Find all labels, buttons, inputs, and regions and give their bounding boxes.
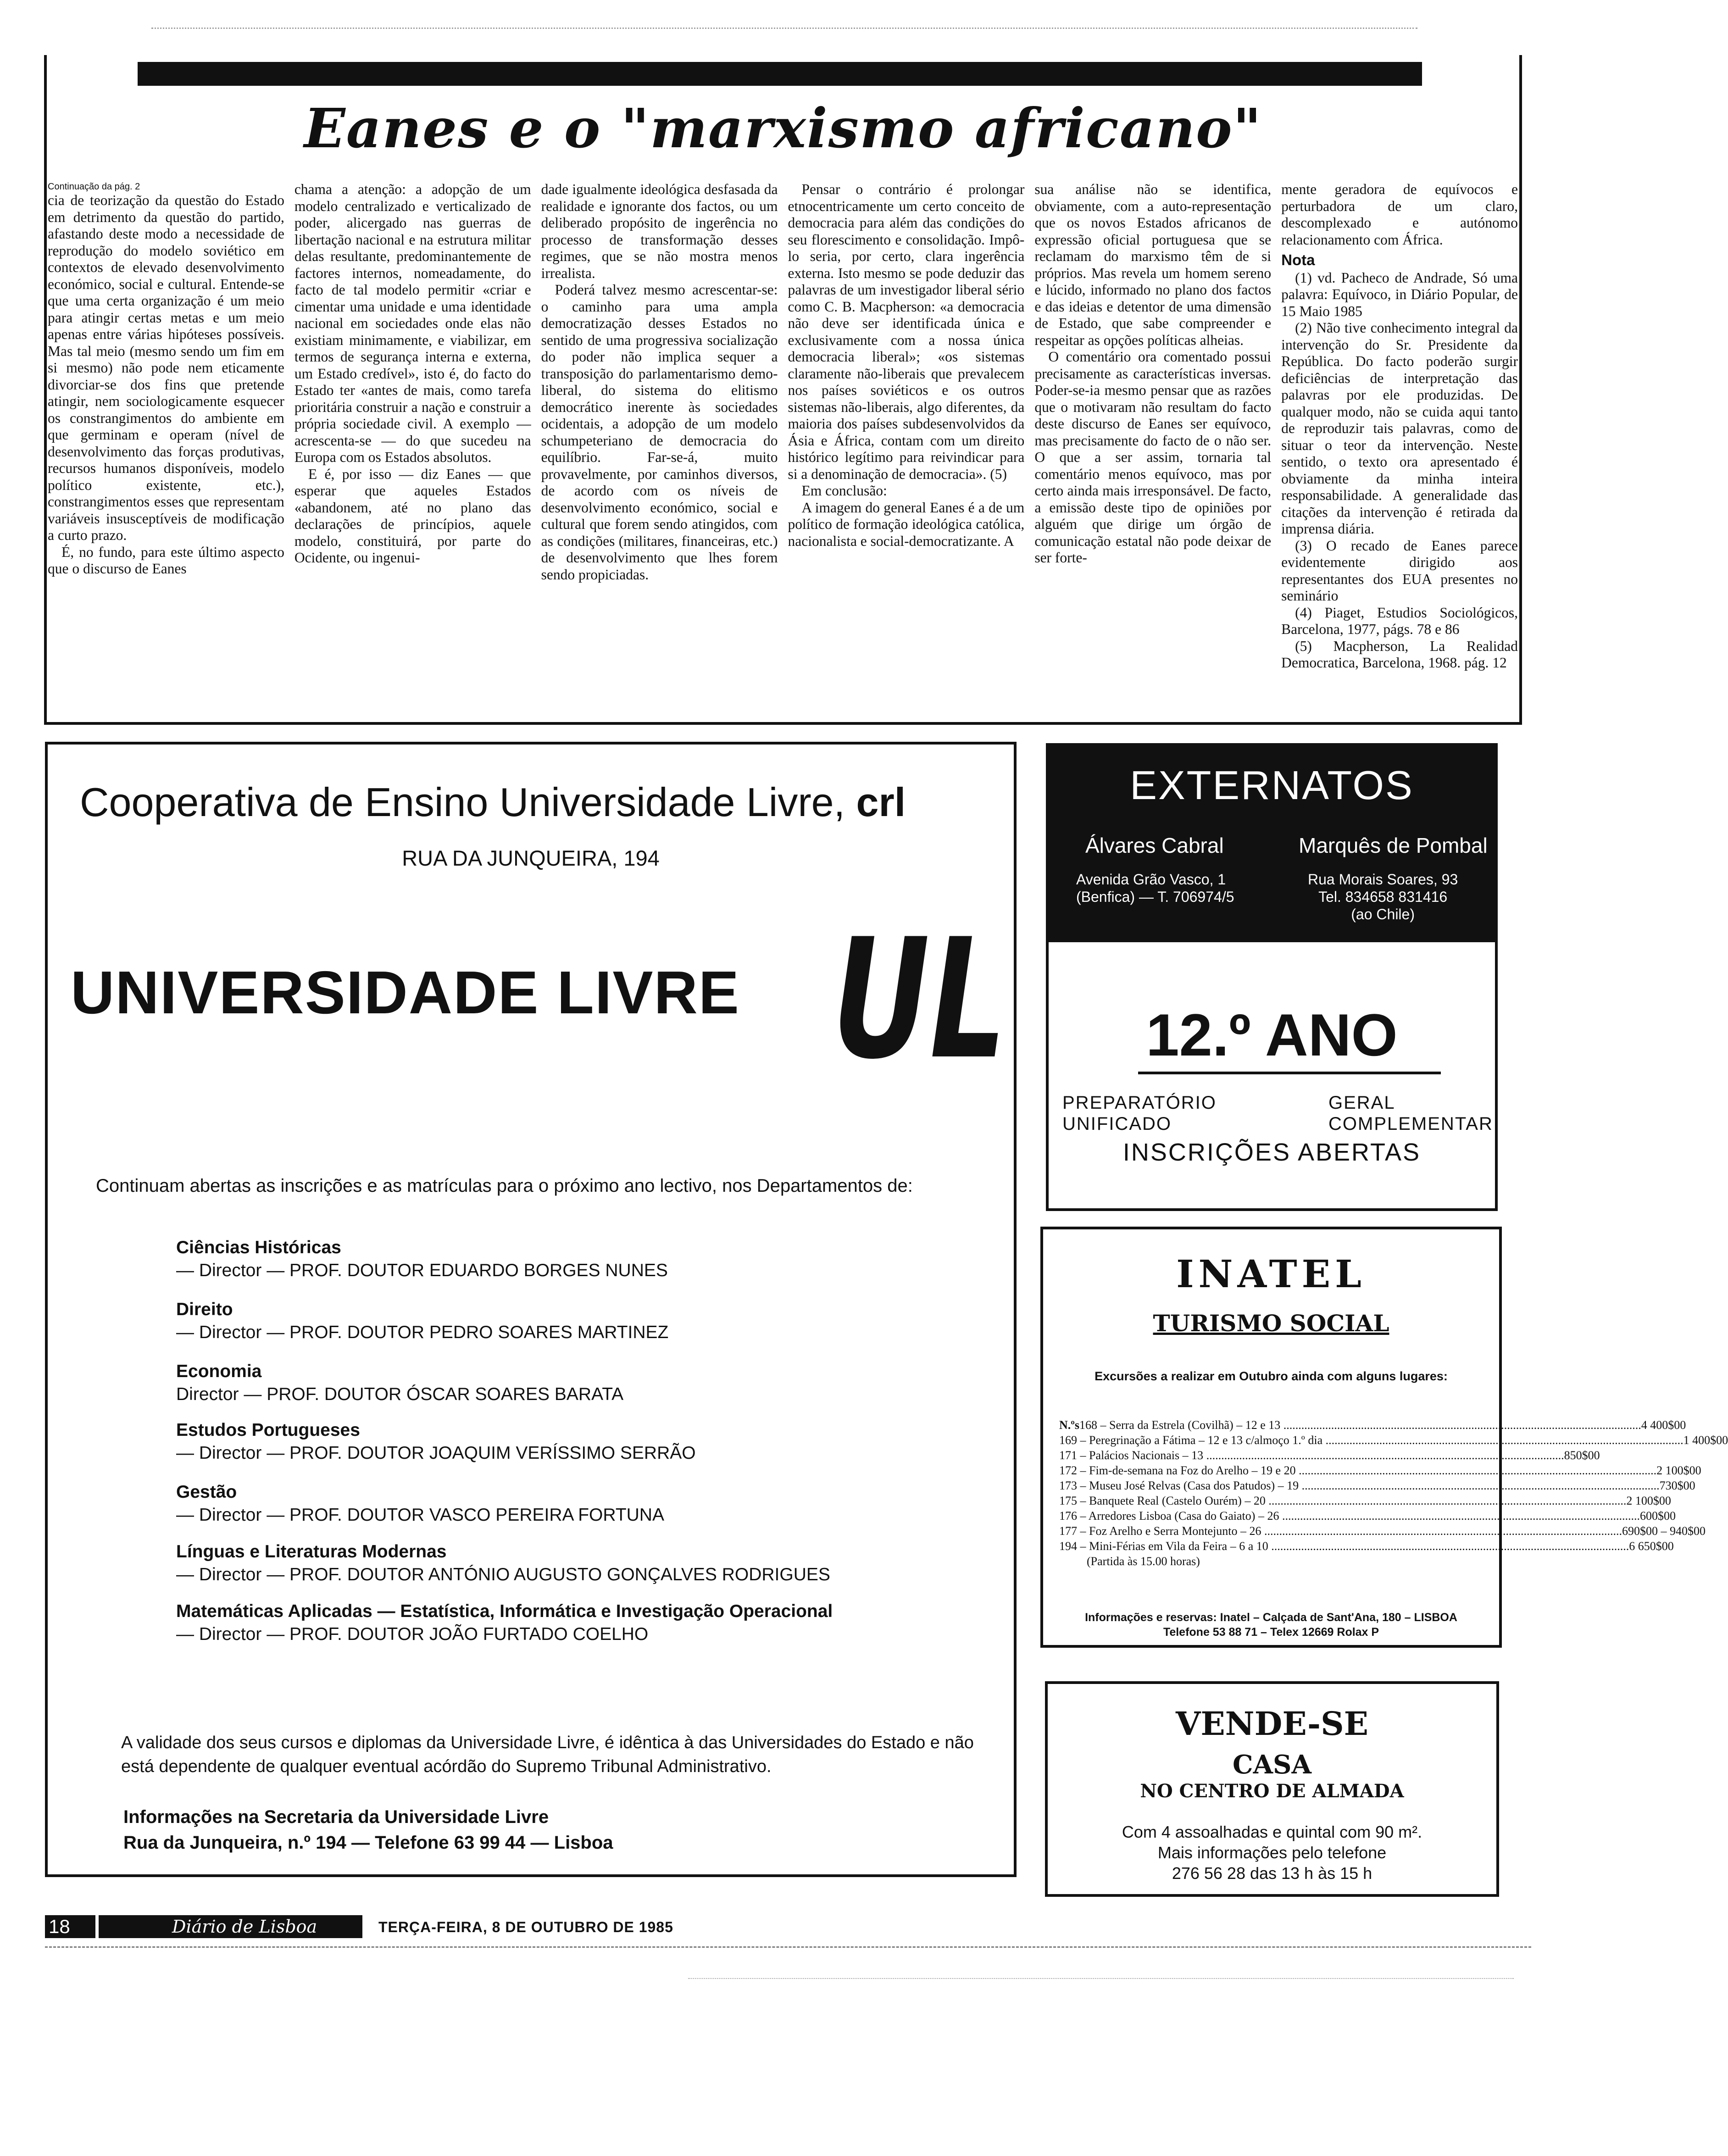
department-director: — Director — PROF. DOUTOR EDUARDO BORGES NUNES <box>176 1261 668 1280</box>
ad-contact-info <box>123 1804 613 1856</box>
article-column-1 <box>48 181 284 713</box>
footnote: (5) Macpherson, La Realidad Democratica, Barcelona, 1968. pág. 12 <box>1281 638 1518 671</box>
excursion-price: 600$00 <box>1639 1509 1676 1523</box>
department-item <box>176 1360 623 1406</box>
address-line: Rua Morais Soares, 93 <box>1308 871 1458 888</box>
department-item <box>176 1540 830 1586</box>
excursion-name: 176 – Arredores Lisboa (Casa do Gaiato) – 26 ..... <box>1059 1508 1640 1523</box>
excursion-price: 2 100$00 <box>1656 1464 1701 1477</box>
paragraph: chama a atenção: a adopção de um modelo centralizado e verticalizado de poder, alicergado nas guerras de libertação nacional e na estrutura militar delas resultante, predominantemente de factores internos, nomeadamente, do facto de tal modelo permitir «criar e cimentar uma unidade e uma identidade nacional em sociedades onde elas não existiam minimamente, e viabilizar, em termos de segurança interna e externa, um Estado credível», isto é, do facto do Estado ter «antes de mais, como tarefa prioritária construir a nação e construir a própria sociedade civil. A exemplo — acrescenta-se — do que sucedeu na Europa com os Estados absolutos. <box>294 181 531 465</box>
department-name: Direito <box>176 1300 233 1319</box>
article-column-4 <box>788 181 1024 713</box>
address-line: (ao Chile) <box>1351 906 1415 922</box>
list-item <box>1059 1554 1490 1569</box>
list-item <box>1059 1433 1728 1448</box>
department-director: — Director — PROF. DOUTOR JOÃO FURTADO COELHO <box>176 1624 649 1644</box>
sale-location: NO CENTRO DE ALMADA <box>1140 1780 1404 1802</box>
excursion-name: 173 – Museu José Relvas (Casa dos Patudos) – 19 ..... <box>1059 1478 1660 1493</box>
excursion-price: 6 650$00 <box>1629 1539 1674 1553</box>
ul-logo-icon <box>828 903 1011 1095</box>
department-item <box>176 1419 696 1465</box>
excursion-price: 850$00 <box>1564 1449 1600 1462</box>
contact-line: Informações e reservas: Inatel – Calçada de Sant'Ana, 180 – LISBOA <box>1085 1611 1457 1624</box>
excursion-price: 1 400$00 <box>1683 1434 1728 1447</box>
department-director: — Director — PROF. DOUTOR VASCO PEREIRA FORTUNA <box>176 1505 664 1525</box>
detail-line: 276 56 28 das 13 h às 15 h <box>1172 1864 1372 1883</box>
paragraph: Poderá talvez mesmo acrescentar-se: o caminho para uma ampla democratização desses Estados no sentido de uma progressiva socialização do poder não implica sequer a transposição do parlamentarismo demo-liberal, do sistema do elitismo democrático inerente às sociedades ocidentais, a adopção de um modelo schumpeteriano de democracia do equilíbrio. Far-se-á, muito provavelmente, por caminhos diversos, de acordo com os níveis de desenvolvimento económico, social e cultural que forem sendo atingidos, com as condições (militares, financeiras, etc.) de desenvolvimento que lhes forem sendo propiciadas. <box>541 282 778 583</box>
article-column-3 <box>541 181 778 713</box>
paragraph: O comentário ora comentado possui precisamente as características inversas. Poder-se-ia mesmo pensar que as razões que o motivaram não resultam do facto deste discurso de Eanes ser equívoco, mas precisamente do facto de o não ser. O que a ser assim, tornaria tal comentário menos equívoco, mas por certo ainda mais irresponsável. De facto, a emissão deste tipo de opiniões por alguém que dirige um órgão de comunicação estatal não pode deixar de ser forte- <box>1034 349 1272 566</box>
paragraph: E é, por isso — diz Eanes — que esperar que aqueles Estados «abandonem, até no plano das declarações de princípios, aquele modelo, constituirá, por parte do Ocidente, ou ingenui- <box>294 466 531 566</box>
number-label: N.ºs <box>1059 1418 1079 1432</box>
department-item <box>176 1481 664 1527</box>
continuation-note: Continuação da pág. 2 <box>48 182 140 192</box>
excursion-list <box>1059 1417 1728 1569</box>
contact-line: Telefone 53 88 71 – Telex 12669 Rolax P <box>1163 1626 1379 1639</box>
vende-se-ad <box>1045 1681 1499 1897</box>
ad-validity-notice: A validade dos seus cursos e diplomas da Universidade Livre, é idêntica à das Universidades do Estado e não está dependente de qualquer eventual acórdão do Supremo Tribunal Administrativo. <box>121 1733 974 1776</box>
inatel-ad <box>1040 1227 1728 1648</box>
list-item <box>1059 1417 1686 1433</box>
department-director: Director — PROF. DOUTOR ÓSCAR SOARES BARATA <box>176 1384 624 1404</box>
notes-heading: Nota <box>1281 251 1315 268</box>
newspaper-masthead: Diário de Lisboa <box>99 1915 362 1938</box>
ul-logo-text: UL <box>832 903 1006 1095</box>
excursion-name: 194 – Mini-Férias em Vila da Feira – 6 a 10 ..... <box>1059 1539 1629 1554</box>
department-name: Economia <box>176 1361 262 1381</box>
address-line: Tel. 834658 831416 <box>1318 889 1448 905</box>
course-label: GERAL <box>1328 1093 1395 1113</box>
department-director: — Director — PROF. DOUTOR JOAQUIM VERÍSSIMO SERRÃO <box>176 1443 696 1463</box>
page-number: 18 <box>45 1915 95 1938</box>
inatel-intro: Excursões a realizar em Outubro ainda com alguns lugares: <box>1095 1369 1448 1383</box>
paragraph: Pensar o contrário é prolongar etnocentricamente um certo conceito de democracia para além das condições do seu florescimento e consolidação. Impô-lo seria, por certo, clara ingerência externa. Isto mesmo se pode deduzir das palavras de um investigador liberal sério como C. B. Macpherson: «a democracia não deve ser identificada única e exclusivamente com a nossa única democracia liberal»; «os sistemas claramente não-liberais que prevalecem nos países soviéticos e os outros sistemas não-liberais, algo diferentes, da maioria dos países subdesenvolvidos da Ásia e África, contam com um direito histórico legítimo para reivindicar para si a denominação de democracia». (5) <box>788 181 1025 482</box>
issue-date: TERÇA-FEIRA, 8 DE OUTUBRO DE 1985 <box>378 1919 673 1935</box>
list-item <box>1059 1493 1671 1508</box>
article-column-5 <box>1034 181 1271 713</box>
paragraph: A imagem do general Eanes é a de um político de formação ideológica católica, nacionalista e social-democratizante. A <box>788 499 1025 549</box>
paragraph: É, no fundo, para este último aspecto que o discurso de Eanes <box>48 544 284 577</box>
department-name: Matemáticas Aplicadas — Estatística, Informática e Investigação Operacional <box>176 1601 833 1621</box>
inatel-title: INATEL <box>1176 1252 1366 1296</box>
paragraph: dade igualmente ideológica desfasada da realidade e ignorante dos factos, ou um deliberado propósito de ingerência no processo de transformação desses regimes, que se não mostra menos irrealista. <box>541 181 778 281</box>
bottom-noise <box>688 1978 1514 1979</box>
externatos-header <box>1049 746 1495 942</box>
ad-contact-line: Informações na Secretaria da Universidade Livre <box>123 1807 549 1827</box>
footnote: (2) Não tive conhecimento integral da intervenção do Sr. Presidente da República. Do facto poderão surgir deficiências de interpretação das palavras por ele produzidas. De qualquer modo, não se cuida aqui tanto de reproduzir tais palavras, como de situar o teor da intervenção. Neste sentido, o texto ora apresentado é obviamente da minha inteira responsabilidade. A generalidade das citações da intervenção é retirada da imprensa diária. <box>1281 320 1518 537</box>
excursion-name: 169 – Peregrinação a Fátima – 12 e 13 c/almoço 1.º dia ..... <box>1059 1433 1684 1448</box>
excursion-price: 4 400$00 <box>1641 1418 1686 1432</box>
department-director: — Director — PROF. DOUTOR ANTÓNIO AUGUSTO GONÇALVES RODRIGUES <box>176 1565 830 1584</box>
ad-intro: Continuam abertas as inscrições e as matrículas para o próximo ano lectivo, nos Departamentos de: <box>96 1176 913 1196</box>
excursion-name: 175 – Banquete Real (Castelo Ourém) – 20 ..... <box>1059 1493 1626 1508</box>
excursion-name: 177 – Foz Arelho e Serra Montejunto – 26 ..... <box>1059 1523 1622 1539</box>
list-item <box>1059 1463 1701 1478</box>
department-director: — Director — PROF. DOUTOR PEDRO SOARES MARTINEZ <box>176 1322 669 1342</box>
ad-contact-line: Rua da Junqueira, n.º 194 — Telefone 63 99 44 — Lisboa <box>123 1833 613 1853</box>
enrollment-open: INSCRIÇÕES ABERTAS <box>1122 1139 1421 1166</box>
inatel-subtitle: TURISMO SOCIAL <box>1153 1310 1389 1337</box>
article-headline: Eanes e o "marxismo africano" <box>304 96 1262 160</box>
address-line: Avenida Grão Vasco, 1 <box>1076 871 1226 888</box>
externatos-ad <box>1046 743 1498 1211</box>
article-column-2 <box>294 181 531 713</box>
divider <box>1138 1072 1441 1074</box>
course-label: COMPLEMENTAR <box>1328 1114 1493 1134</box>
list-item <box>1059 1508 1676 1523</box>
paragraph: sua análise não se identifica, obviamente, com a auto-representação que os novos Estados africanos de expressão oficial portuguesa que se reclamam do marxismo têm de si próprios. Mas revela um homem sereno e lúcido, informado no plano dos factos e das ideias e detentor de uma dimensão de Estado, que sabe compreender e respeitar as opções políticas alheias. <box>1034 181 1272 348</box>
top-edge-noise <box>151 28 1417 56</box>
ad-university-name: UNIVERSIDADE LIVRE <box>71 959 740 1026</box>
course-label: PREPARATÓRIO <box>1062 1093 1217 1113</box>
sale-heading: VENDE-SE <box>1176 1705 1368 1743</box>
school-address <box>1308 871 1458 923</box>
externatos-title: EXTERNATOS <box>1130 762 1414 808</box>
excursion-name: 168 – Serra da Estrela (Covilhã) – 12 e 13 ..... <box>1079 1417 1641 1433</box>
paragraph: cia de teorização da questão do Estado em detrimento da questão do partido, afastando deste modo a necessidade de reprodução do modelo soviético em contextos de elevado desenvolvimento económico, social e cultural. Entende-se que uma certa organização é um meio para atingir certas metas e um meio apenas entre várias hipóteses possíveis. Mas tal meio (mesmo sendo um fim em si mesmo) não pode nem eticamente divorciar-se dos fins que pretende atingir, nem sociologicamente esquecer os constrangimentos do ambiente em que germinam e operam (nível de desenvolvimento das forças produtivas, recursos humanos disponíveis, modelo político existente, etc.), constrangimentos esses que representam variáveis insusceptíveis de modificação a curto prazo. <box>48 192 284 543</box>
article-columns <box>48 181 1518 713</box>
list-item <box>1059 1523 1706 1539</box>
bottom-rule <box>45 1946 1531 1948</box>
course-type <box>1062 1092 1217 1134</box>
school-name: Marquês de Pombal <box>1299 834 1488 857</box>
inatel-contact <box>1043 1610 1499 1639</box>
department-item <box>176 1298 668 1344</box>
sale-item: CASA <box>1233 1750 1311 1780</box>
detail-line: Com 4 assoalhadas e quintal com 90 m². <box>1122 1823 1422 1841</box>
excursion-price: 690$00 – 940$00 <box>1622 1524 1706 1538</box>
article-column-6 <box>1281 181 1518 713</box>
ad-title-crl: crl <box>856 779 906 825</box>
departure-note: (Partida às 15.00 horas) <box>1087 1555 1200 1568</box>
department-item <box>176 1236 668 1282</box>
grade-heading: 12.º ANO <box>1146 1001 1398 1068</box>
list-item <box>1059 1539 1674 1554</box>
excursion-name: 171 – Palácios Nacionais – 13 ..... <box>1059 1448 1564 1463</box>
footnote: (1) vd. Pacheco de Andrade, Só uma palavra: Equívoco, in Diário Popular, de 15 Maio 1985 <box>1281 269 1518 319</box>
course-type <box>1328 1092 1493 1134</box>
footnote: (3) O recado de Eanes parece evidentemente dirigido aos representantes dos EUA presentes no seminário <box>1281 537 1518 604</box>
department-name: Línguas e Literaturas Modernas <box>176 1542 447 1561</box>
list-item <box>1059 1448 1600 1463</box>
school-name: Álvares Cabral <box>1085 834 1224 857</box>
sale-details <box>1048 1822 1496 1884</box>
address-line: (Benfica) — T. 706974/5 <box>1076 889 1234 905</box>
course-label: UNIFICADO <box>1062 1114 1172 1134</box>
paragraph: mente geradora de equívocos e perturbadora de um claro, descomplexado e autónomo relacionamento com África. <box>1281 181 1518 248</box>
school-address <box>1076 871 1234 906</box>
department-name: Estudos Portugueses <box>176 1420 360 1440</box>
excursion-price: 730$00 <box>1659 1479 1695 1492</box>
universidade-livre-ad <box>45 742 1017 1877</box>
ad-title <box>80 779 906 826</box>
department-name: Gestão <box>176 1482 237 1502</box>
excursion-name: 172 – Fim-de-semana na Foz do Arelho – 19 e 20 ..... <box>1059 1463 1656 1478</box>
detail-line: Mais informações pelo telefone <box>1157 1843 1387 1862</box>
excursion-price: 2 100$00 <box>1626 1494 1671 1507</box>
footnote: (4) Piaget, Estudios Sociológicos, Barcelona, 1977, págs. 78 e 86 <box>1281 604 1518 637</box>
ad-address: RUA DA JUNQUEIRA, 194 <box>402 846 660 870</box>
department-name: Ciências Históricas <box>176 1238 341 1257</box>
ad-title-main: Cooperativa de Ensino Universidade Livre, <box>80 779 856 825</box>
department-item <box>176 1600 833 1646</box>
list-item <box>1059 1478 1695 1493</box>
paragraph: Em conclusão: <box>801 483 887 499</box>
